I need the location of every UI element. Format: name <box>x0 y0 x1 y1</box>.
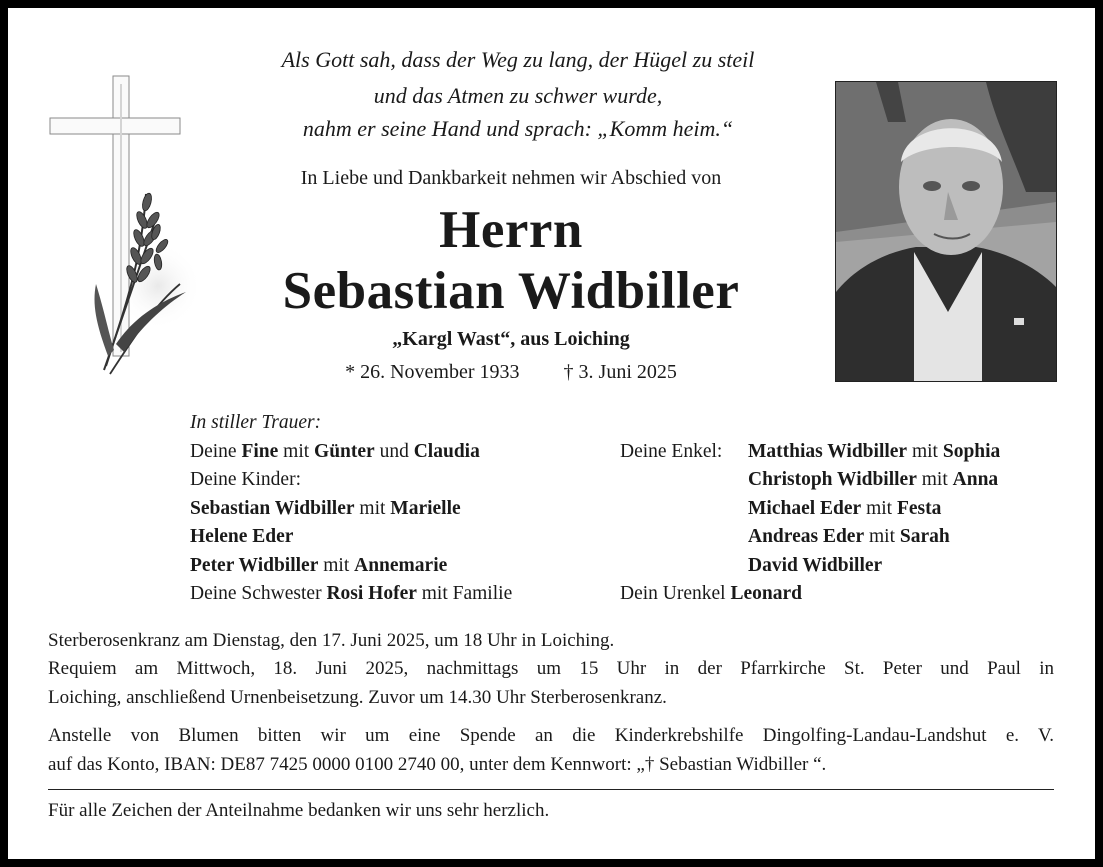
mourner-name: Andreas Eder <box>748 526 865 548</box>
birth-date: * 26. November 1933 <box>345 361 520 383</box>
mourner-text: mit <box>278 441 315 462</box>
portrait-photo <box>835 81 1057 382</box>
mourner-line <box>748 438 1000 466</box>
mourner-name: David Widbiller <box>748 554 883 576</box>
mourner-line <box>190 580 512 608</box>
mourner-line <box>190 552 512 580</box>
mourner-name: Anna <box>952 469 999 491</box>
mourner-line <box>748 495 1000 523</box>
mourner-line <box>748 466 1000 494</box>
mourner-text: mit <box>318 554 355 576</box>
requiem-info-line-1: Requiem am Mittwoch, 18. Juni 2025, nachmittags um 15 Uhr in der Pfarrkirche St. Peter und Paul in <box>48 658 1054 679</box>
mourner-text: Dein Urenkel <box>620 583 731 604</box>
mourner-line <box>748 523 1000 551</box>
mourner-name: Festa <box>896 497 942 519</box>
obituary-notice <box>8 8 1095 859</box>
great-grandchild <box>620 580 802 608</box>
grandchildren-list <box>748 438 1000 580</box>
mourner-text: mit <box>907 441 943 462</box>
mourner-name: Michael Eder <box>748 497 862 519</box>
poem-line-3: nahm er seine Hand und sprach: „Komm heim.“ <box>302 116 734 141</box>
mourners-left-column <box>190 438 512 608</box>
nickname: „Kargl Wast“, aus Loiching <box>392 328 630 350</box>
mourner-line <box>190 523 512 551</box>
title-herrn: Herrn <box>439 201 583 259</box>
mourner-text: mit <box>916 469 953 491</box>
thanks-text: Für alle Zeichen der Anteilnahme bedanken wir uns sehr herzlich. <box>48 800 550 821</box>
intro-text: In Liebe und Dankbarkeit nehmen wir Abschied von <box>300 167 722 189</box>
mourner-line <box>748 552 1000 580</box>
mourner-name: Sarah <box>899 526 950 548</box>
poem-line-1: Als Gott sah, dass der Weg zu lang, der Hügel zu steil <box>281 47 755 72</box>
mourner-name: Sophia <box>942 441 1001 462</box>
mourner-name: Sebastian Widbiller <box>190 497 355 519</box>
mourner-name: Annemarie <box>354 554 448 576</box>
mourner-text: Deine Kinder: <box>190 469 302 491</box>
mourner-name: Leonard <box>730 583 802 604</box>
deceased-name: Sebastian Widbiller <box>282 262 740 320</box>
grandchildren-label: Deine Enkel: <box>620 441 723 462</box>
mourner-name: Claudia <box>413 441 480 462</box>
mourner-name: Fine <box>241 441 279 462</box>
mourning-heading: In stiller Trauer: <box>190 412 322 433</box>
donation-info-line-1: Anstelle von Blumen bitten wir um eine Spende an die Kinderkrebshilfe Dingolfing-Landau-Landshut e. V. <box>48 725 1054 746</box>
mourner-name: Günter <box>314 441 375 462</box>
mourner-name: Christoph Widbiller <box>748 469 917 491</box>
mourner-text: Deine Schwester <box>190 583 327 605</box>
mourner-line <box>620 580 802 608</box>
donation-info-line-2: auf das Konto, IBAN: DE87 7425 0000 0100 2740 00, unter dem Kennwort: „† Sebastian Widbiller “. <box>48 754 827 775</box>
rosary-info: Sterberosenkranz am Dienstag, den 17. Juni 2025, um 18 Uhr in Loiching. <box>48 630 615 651</box>
mourner-text: und <box>374 441 414 462</box>
poem-line-2: und das Atmen zu schwer wurde, <box>373 83 663 108</box>
mourner-text: mit <box>864 526 900 548</box>
mourner-text: Deine <box>190 441 242 462</box>
mourner-line <box>190 495 512 523</box>
mourner-text: mit <box>861 497 897 519</box>
mourner-line <box>190 438 512 466</box>
mourner-name: Rosi Hofer <box>326 583 417 605</box>
mourner-text: mit Familie <box>416 583 513 605</box>
mourner-line <box>190 466 512 494</box>
divider-line <box>48 789 1054 790</box>
mourner-name: Matthias Widbiller <box>748 441 908 462</box>
requiem-info-line-2: Loiching, anschließend Urnenbeisetzung. Zuvor um 14.30 Uhr Sterberosenkranz. <box>48 687 667 708</box>
mourner-name: Marielle <box>390 497 461 519</box>
mourner-text: mit <box>354 497 391 519</box>
mourner-name: Peter Widbiller <box>190 554 319 576</box>
mourner-name: Helene Eder <box>190 526 294 548</box>
death-date: † 3. Juni 2025 <box>563 361 677 383</box>
